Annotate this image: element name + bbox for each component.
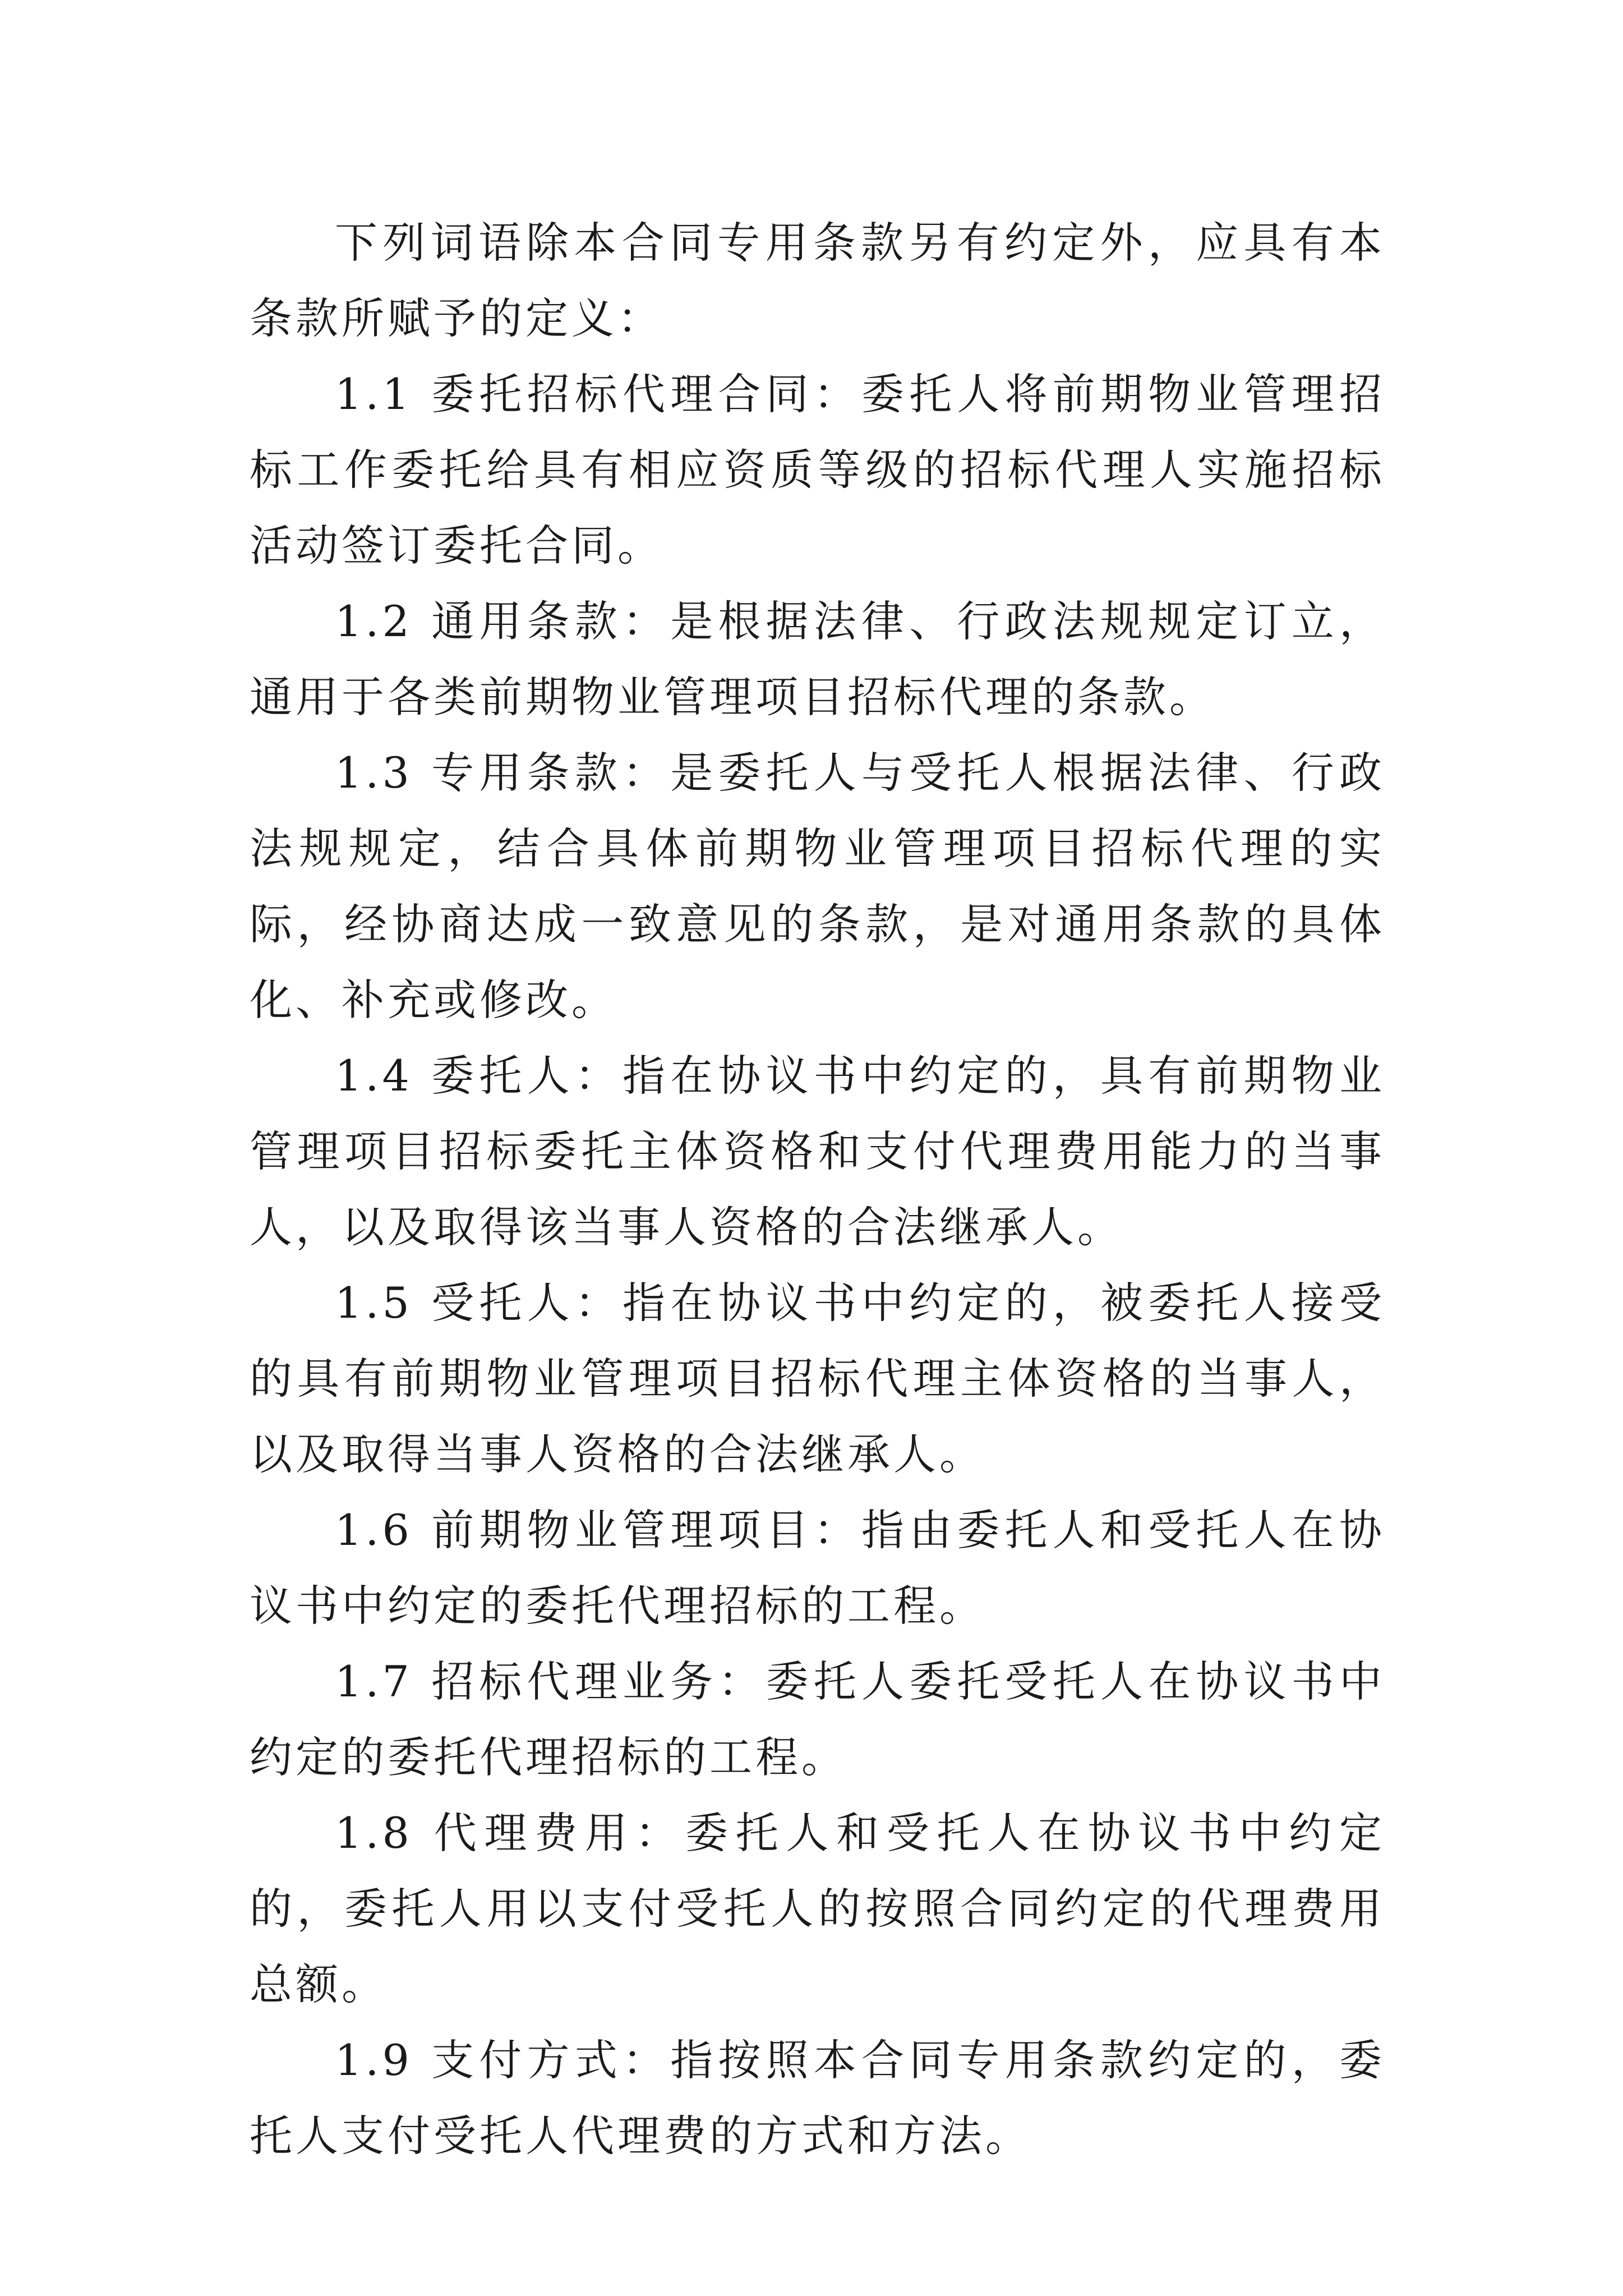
intro-paragraph: 下列词语除本合同专用条款另有约定外，应具有本条款所赋予的定义：	[250, 218, 1385, 343]
clause-1-6: 1.6 前期物业管理项目：指由委托人和受托人在协议书中约定的委托代理招标的工程。	[250, 1505, 1385, 1631]
clause-1-3: 1.3 专用条款：是委托人与受托人根据法律、行政法规规定，结合具体前期物业管理项目招标代理的实际，经协商达成一致意见的条款，是对通用条款的具体化、补充或修改。	[250, 748, 1385, 1025]
clause-1-1: 1.1 委托招标代理合同：委托人将前期物业管理招标工作委托给具有相应资质等级的招标代理人实施招标活动签订委托合同。	[250, 369, 1385, 570]
clause-1-2: 1.2 通用条款：是根据法律、行政法规规定订立，通用于各类前期物业管理项目招标代理的条款。	[250, 596, 1385, 722]
document-body	[250, 205, 1385, 2174]
clause-1-9: 1.9 支付方式：指按照本合同专用条款约定的，委托人支付受托人代理费的方式和方法。	[250, 2035, 1385, 2161]
clause-1-8: 1.8 代理费用：委托人和受托人在协议书中约定的，委托人用以支付受托人的按照合同约定的代理费用总额。	[250, 1808, 1385, 2009]
clause-1-5: 1.5 受托人：指在协议书中约定的，被委托人接受的具有前期物业管理项目招标代理主体资格的当事人，以及取得当事人资格的合法继承人。	[250, 1278, 1385, 1479]
clause-1-4: 1.4 委托人：指在协议书中约定的，具有前期物业管理项目招标委托主体资格和支付代理费用能力的当事人，以及取得该当事人资格的合法继承人。	[250, 1051, 1385, 1252]
clause-1-7: 1.7 招标代理业务：委托人委托受托人在协议书中约定的委托代理招标的工程。	[250, 1657, 1385, 1782]
